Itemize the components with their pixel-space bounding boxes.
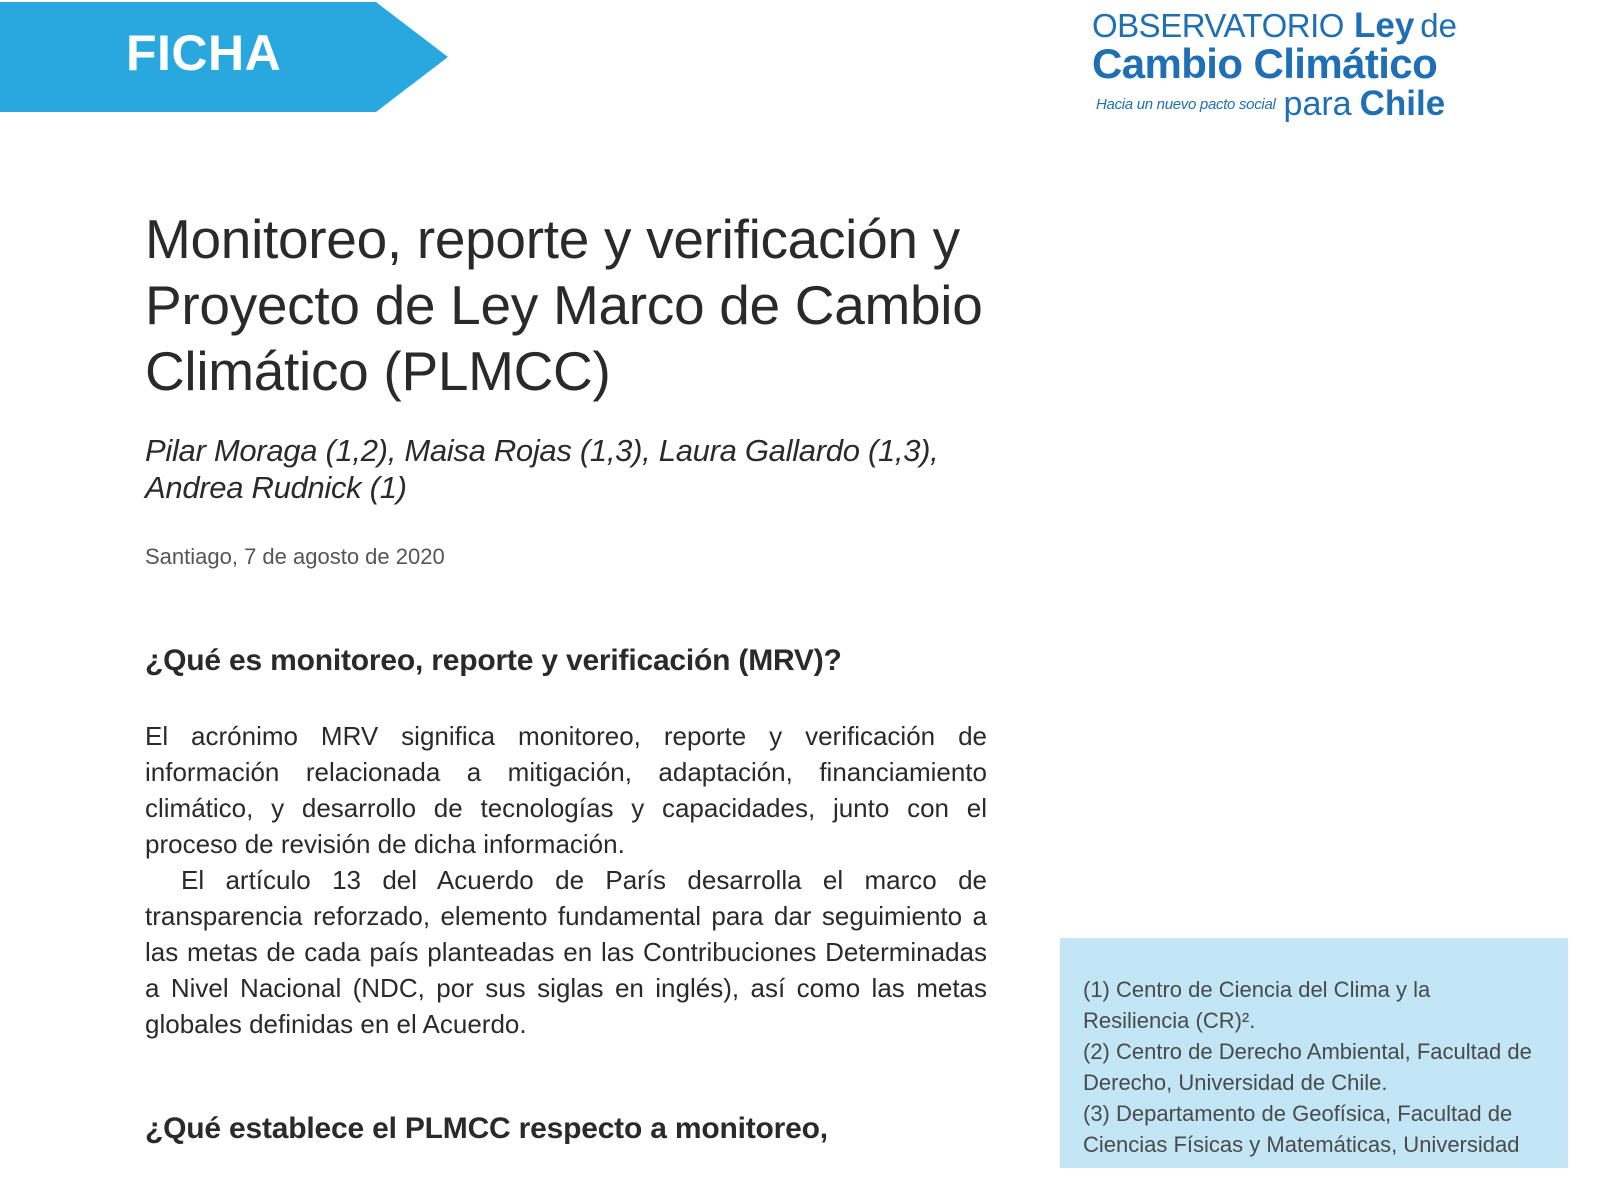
- logo-tagline: Hacia un nuevo pacto social: [1096, 96, 1276, 113]
- body-paragraph: El artículo 13 del Acuerdo de París desarrolla el marco de transparencia reforzado, elemento fundamental para dar seguimiento a las metas de cada país planteadas en las Contribuciones Determinadas a Nivel Nacional (NDC, por sus siglas en inglés), así como las metas globales definidas en el Acuerdo.: [145, 865, 987, 1039]
- document-date: Santiago, 7 de agosto de 2020: [145, 544, 445, 569]
- title-line: Climático (PLMCC): [145, 340, 611, 402]
- title-line: Monitoreo, reporte y verificación y: [145, 208, 960, 270]
- affiliation-item: (3) Departamento de Geofísica, Facultad de Ciencias Físicas y Matemáticas, Universidad: [1083, 1101, 1520, 1157]
- logo-para-text: para: [1283, 85, 1352, 123]
- logo-observatorio-text: OBSERVATORIO: [1092, 7, 1344, 44]
- document-title: [145, 206, 1005, 404]
- section-body-mrv: [145, 718, 987, 1042]
- logo-line-3: [1092, 84, 1445, 124]
- section-heading-plmcc: ¿Qué establece el PLMCC respecto a monitoreo,: [145, 1112, 828, 1145]
- logo-cambio-climatico-text: Cambio Climático: [1092, 40, 1438, 87]
- authors-line: Andrea Rudnick (1): [145, 470, 407, 505]
- title-line: Proyecto de Ley Marco de Cambio: [145, 274, 983, 336]
- logo-de-text: de: [1420, 7, 1457, 44]
- section-heading-mrv: ¿Qué es monitoreo, reporte y verificación (MRV)?: [145, 644, 842, 677]
- body-paragraph: El acrónimo MRV significa monitoreo, reporte y verificación de información relacionada a mitigación, adaptación, financiamiento climático, y desarrollo de tecnologías y capacidades, junto con el proceso de revisión de dicha información.: [145, 721, 987, 859]
- logo-chile-text: Chile: [1359, 84, 1446, 123]
- affiliation-item: (1) Centro de Ciencia del Clima y la Resiliencia (CR)².: [1083, 977, 1431, 1033]
- observatorio-logo: [1092, 6, 1492, 130]
- logo-ley-text: Ley: [1353, 6, 1415, 45]
- document-authors: [145, 432, 1005, 506]
- authors-line: Pilar Moraga (1,2), Maisa Rojas (1,3), Laura Gallardo (1,3),: [145, 433, 939, 468]
- affiliations-box: [1060, 938, 1568, 1168]
- affiliation-item: (2) Centro de Derecho Ambiental, Facultad de Derecho, Universidad de Chile.: [1083, 1039, 1532, 1095]
- ficha-label: FICHA: [126, 25, 282, 81]
